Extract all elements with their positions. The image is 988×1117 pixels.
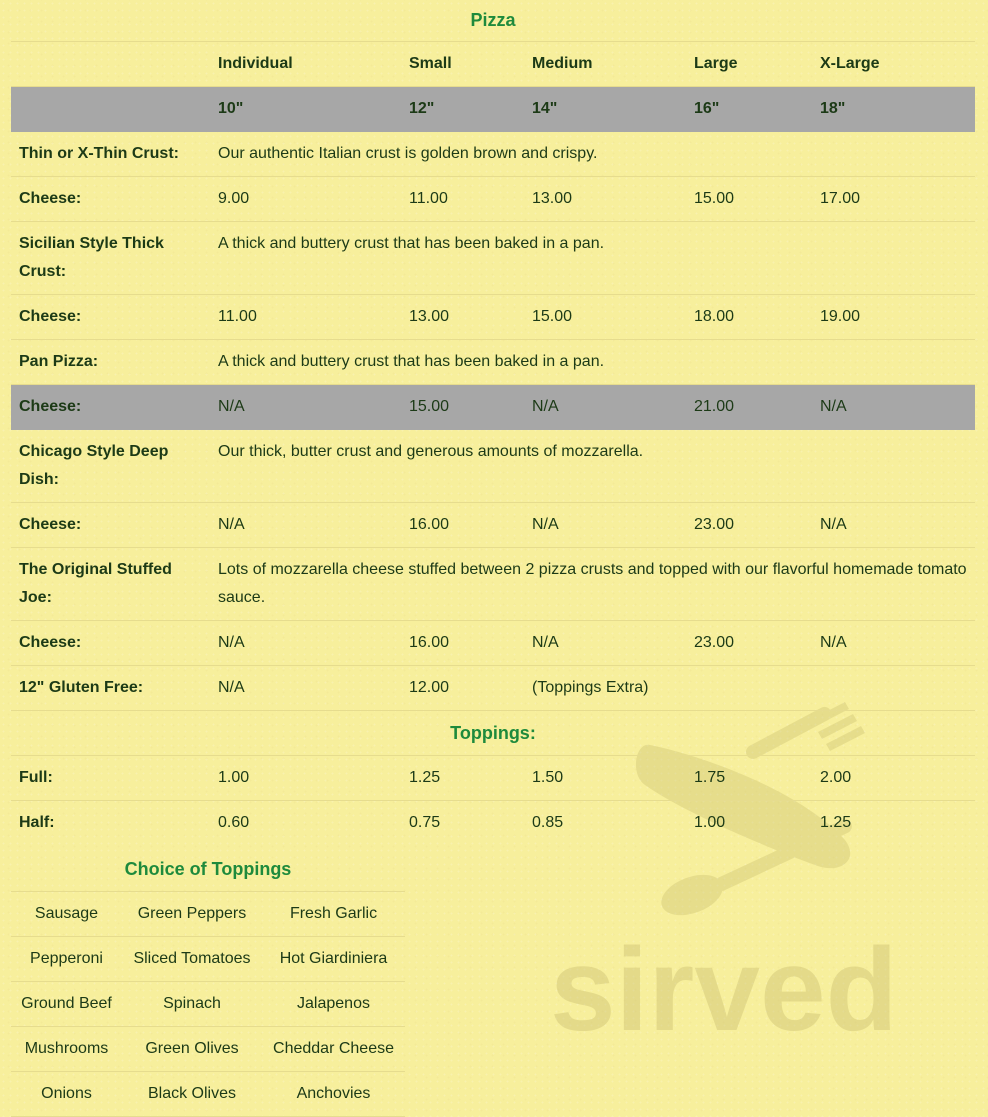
topping-item: Anchovies (296, 1085, 371, 1102)
topping-row (11, 1027, 405, 1072)
topping-item: Black Olives (147, 1085, 237, 1102)
size-large: Large (694, 55, 738, 72)
gluten-free-row (11, 666, 975, 711)
price-cell: 1.75 (694, 769, 726, 786)
spoon-icon (656, 867, 728, 923)
crust-label: Chicago Style Deep Dish: (19, 443, 169, 488)
price-label: Half: (19, 814, 55, 831)
price-cell: 1.25 (409, 769, 441, 786)
price-cell: N/A (218, 516, 245, 533)
crust-label: Pan Pizza: (19, 353, 99, 370)
watermark-text: sirved (550, 924, 898, 1056)
crust-row (11, 222, 975, 295)
price-label: Cheese: (19, 516, 82, 533)
topping-item: Ground Beef (21, 995, 112, 1012)
crust-label: The Original Stuffed Joe: (19, 561, 172, 606)
topping-item: Sausage (34, 905, 99, 922)
price-label: Cheese: (19, 308, 82, 325)
price-cell: 0.60 (218, 814, 250, 831)
size-medium: Medium (532, 55, 593, 72)
topping-item: Mushrooms (24, 1040, 109, 1057)
toppings-section-title: Toppings: (11, 711, 975, 756)
inch-16: 16" (694, 100, 720, 117)
size-individual: Individual (218, 55, 293, 72)
price-cell: 1.25 (820, 814, 852, 831)
price-cell: 15.00 (409, 398, 450, 415)
crust-description: A thick and buttery crust that has been baked in a pan. (218, 235, 605, 252)
crust-description: Our thick, butter crust and generous amounts of mozzarella. (218, 443, 644, 460)
topping-item: Sliced Tomatoes (133, 950, 251, 967)
price-label: Cheese: (19, 398, 82, 415)
price-row (11, 385, 975, 430)
topping-row (11, 982, 405, 1027)
topping-price-row (11, 756, 975, 801)
toppings-extra-note: (Toppings Extra) (532, 679, 649, 696)
price-cell: 1.00 (694, 814, 726, 831)
price-cell: 13.00 (532, 190, 573, 207)
price-row (11, 177, 975, 222)
price-cell: N/A (532, 398, 559, 415)
price-cell: 15.00 (532, 308, 573, 325)
price-cell: 16.00 (409, 516, 450, 533)
topping-item: Spinach (163, 995, 221, 1012)
topping-price-row (11, 801, 975, 846)
inch-12: 12" (409, 100, 435, 117)
price-cell: N/A (532, 634, 559, 651)
topping-item: Cheddar Cheese (273, 1040, 394, 1057)
crust-description: Lots of mozzarella cheese stuffed between 2 pizza crusts and topped with our flavorful homemade tomato sauce. (218, 561, 967, 606)
price-row (11, 621, 975, 666)
topping-item: Fresh Garlic (289, 905, 378, 922)
size-header-row (11, 42, 975, 87)
choice-title: Choice of Toppings (11, 847, 405, 892)
inch-10: 10" (218, 100, 244, 117)
price-cell: 9.00 (218, 190, 250, 207)
topping-item: Green Peppers (137, 905, 247, 922)
size-x-large: X-Large (820, 55, 880, 72)
pizza-section-title: Pizza (11, 0, 975, 42)
choice-of-toppings-table (11, 847, 405, 1117)
pizza-menu-table (11, 0, 975, 846)
price-label: Cheese: (19, 190, 82, 207)
crust-row (11, 548, 975, 621)
crust-row (11, 132, 975, 177)
topping-row (11, 1072, 405, 1117)
crust-label: Thin or X-Thin Crust: (19, 145, 179, 162)
price-cell: N/A (532, 516, 559, 533)
topping-item: Pepperoni (30, 950, 103, 967)
price-cell: 1.50 (532, 769, 564, 786)
size-small: Small (409, 55, 452, 72)
price-cell: 19.00 (820, 308, 861, 325)
price-cell: 11.00 (409, 190, 448, 207)
price-cell: 16.00 (409, 634, 450, 651)
crust-label: Sicilian Style Thick Crust: (19, 235, 164, 280)
price-row (11, 295, 975, 340)
price-cell: 21.00 (694, 398, 735, 415)
topping-item: Jalapenos (297, 995, 370, 1012)
price-cell: N/A (218, 398, 245, 415)
topping-row (11, 937, 405, 982)
inch-18: 18" (820, 100, 846, 117)
price-cell: 13.00 (409, 308, 450, 325)
topping-item: Green Olives (145, 1040, 239, 1057)
crust-description: Our authentic Italian crust is golden brown and crispy. (218, 145, 598, 162)
inch-14: 14" (532, 100, 558, 117)
crust-description: A thick and buttery crust that has been baked in a pan. (218, 353, 605, 370)
price-cell: 17.00 (820, 190, 861, 207)
price-cell: 1.00 (218, 769, 250, 786)
crust-row (11, 340, 975, 385)
topping-item: Onions (41, 1085, 92, 1102)
topping-item: Hot Giardiniera (279, 950, 388, 967)
price-label: 12" Gluten Free: (19, 679, 144, 696)
price-cell: 23.00 (694, 634, 735, 651)
price-cell: N/A (820, 634, 847, 651)
price-cell: 12.00 (409, 679, 450, 696)
price-cell: 0.75 (409, 814, 441, 831)
price-cell: 0.85 (532, 814, 564, 831)
price-cell: 15.00 (694, 190, 735, 207)
price-cell: N/A (218, 634, 245, 651)
price-cell: 11.00 (218, 308, 257, 325)
price-cell: 2.00 (820, 769, 852, 786)
price-cell: N/A (820, 516, 847, 533)
price-row (11, 503, 975, 548)
price-cell: 18.00 (694, 308, 735, 325)
price-cell: N/A (218, 679, 245, 696)
price-cell: N/A (820, 398, 847, 415)
price-label: Full: (19, 769, 53, 786)
topping-row (11, 892, 405, 937)
inch-header-row (11, 87, 975, 132)
price-label: Cheese: (19, 634, 82, 651)
price-cell: 23.00 (694, 516, 735, 533)
crust-row (11, 430, 975, 503)
